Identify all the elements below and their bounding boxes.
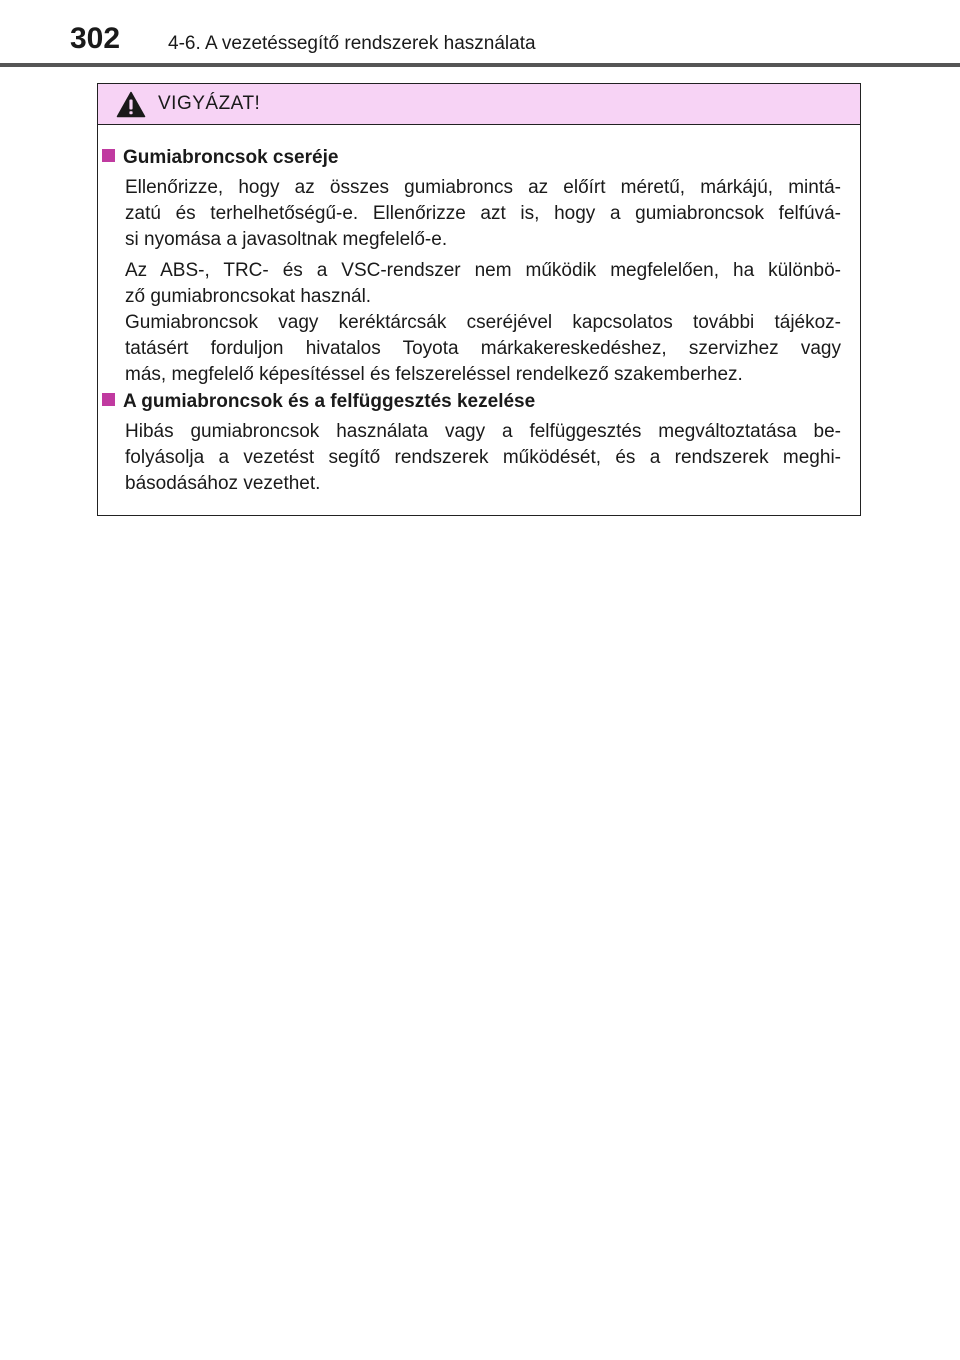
- paragraph: [125, 175, 841, 253]
- caution-box: [97, 83, 861, 516]
- page-number: 302: [70, 22, 121, 55]
- text-line: ző gumiabroncsokat használ.: [125, 286, 372, 307]
- text-line: Az ABS-, TRC- és a VSC-rendszer nem működik megfelelően, ha különbö-: [125, 260, 841, 281]
- paragraph: [125, 419, 841, 497]
- paragraph: [125, 258, 841, 388]
- page-header: [0, 0, 960, 68]
- caution-header: [98, 84, 860, 125]
- section-title: 4-6. A vezetéssegítő rendszerek használata: [168, 33, 536, 54]
- text-line: básodásához vezethet.: [125, 473, 321, 494]
- square-bullet-icon: [102, 149, 115, 162]
- text-line: Gumiabroncsok vagy keréktárcsák cseréjével kapcsolatos további tájékoz-: [125, 312, 841, 333]
- text-line: Ellenőrizze, hogy az összes gumiabroncs az előírt méretű, márkájú, mintá-: [125, 177, 841, 198]
- text-line: Hibás gumiabroncsok használata vagy a felfüggesztés megváltoztatása be-: [125, 421, 841, 442]
- warning-triangle-icon: [116, 91, 146, 118]
- section-heading-tire-replacement: [102, 147, 338, 169]
- section-heading-label: Gumiabroncsok cseréje: [123, 147, 339, 168]
- text-line: folyásolja a vezetést segítő rendszerek működését, és a rendszerek meghi-: [125, 447, 841, 468]
- caution-title: VIGYÁZAT!: [158, 93, 261, 114]
- text-line: tatásért forduljon hivatalos Toyota márkakereskedéshez, szervizhez vagy: [125, 338, 841, 359]
- text-line: más, megfelelő képesítéssel és felszereléssel rendelkező szakemberhez.: [125, 364, 743, 385]
- square-bullet-icon: [102, 393, 115, 406]
- text-line: zatú és terhelhetőségű-e. Ellenőrizze azt is, hogy a gumiabroncsok felfúvá-: [125, 203, 841, 224]
- header-divider: [0, 63, 960, 67]
- section-heading-label: A gumiabroncsok és a felfüggesztés kezelése: [123, 391, 536, 412]
- section-heading-tire-suspension-handling: [102, 391, 535, 413]
- text-line: si nyomása a javasoltnak megfelelő-e.: [125, 229, 448, 250]
